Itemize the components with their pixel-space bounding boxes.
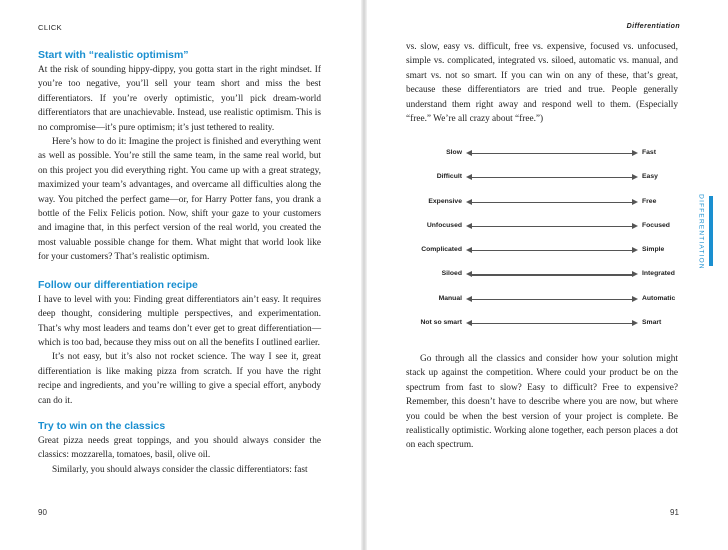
scale-row (406, 170, 686, 194)
left-text-column (38, 47, 321, 477)
scale-row (406, 146, 686, 170)
scale-left-label: Unfocused (426, 221, 462, 229)
scale-right-label: Fast (642, 149, 656, 156)
scale-row (406, 243, 686, 267)
paragraph: Similarly, you should always consider the classic differentiators: fast (52, 464, 308, 475)
double-arrow-icon (466, 299, 638, 301)
scale-left-label: Complicated (421, 246, 462, 254)
scale-row (406, 316, 686, 340)
running-head-right: Differentiation (626, 23, 680, 30)
scale-left-label: Difficult (436, 173, 462, 181)
running-head-left: CLICK (38, 23, 63, 32)
scale-row (406, 219, 686, 243)
heading-realistic-optimism: Start with “realistic optimism” (38, 49, 189, 61)
paragraph: Here’s how to do it: Imagine the project is finished and everything went as well as possible. You’re still the same team, in the same real world, but on this project you did everything right. You came up with a great strategy, maximized your team’s advantages, and overcame all difficulties along the way. You pitched the perfect game—or, for Harry Potter fans, you drank a bottle of the Felix Felicis potion. Now, shift your gaze to your customers and imagine that, in this perfect version of the real world, you created the most valuable possible change for them. What might that world look like for your customers? That’s realistic optimism. (38, 137, 321, 263)
scale-row (406, 292, 686, 316)
differentiator-scales (406, 146, 686, 340)
right-top-text (406, 40, 678, 126)
scale-left-label: Siloed (441, 270, 462, 278)
paragraph: It’s not easy, but it’s also not rocket science. The way I see it, great differentiation is like making pizza from scratch. If you have the right recipe and ingredients, and you’re willing to give a special effort, anybody can do it. (38, 352, 321, 406)
double-arrow-icon (466, 202, 638, 204)
scale-row (406, 267, 686, 291)
page-number-left: 90 (38, 508, 47, 517)
right-page (364, 0, 728, 550)
double-arrow-icon (466, 153, 638, 155)
scale-left-label: Not so smart (420, 319, 462, 327)
paragraph: Go through all the classics and consider how your solution might stack up against the competition. Where could your product be on the spectrum from fast to slow? Easy to difficult? Free to expensive? Remember, this doesn’t have to describe where you are now, but where you could be when the best version of your project is complete. Be realistically optimistic. Working alone together, each person places a dot on each spectrum. (406, 354, 678, 451)
scale-right-label: Easy (642, 173, 658, 181)
scale-right-label: Integrated (642, 270, 675, 278)
scale-row (406, 195, 686, 219)
scale-right-label: Automatic (642, 294, 676, 302)
paragraph: vs. slow, easy vs. difficult, free vs. expensive, focused vs. unfocused, simple vs. complicated, integrated vs. siloed, automatic vs. manual, and smart vs. not so smart. If you can win on any of these, that’s great, because these differentiators are tried and true. People generally understand them right away and respond well to them. (Especially “free.” We’re all crazy about “free.”) (406, 42, 678, 125)
double-arrow-icon (466, 323, 638, 325)
heading-win-on-classics: Try to win on the classics (38, 419, 166, 432)
scale-right-label: Simple (642, 246, 665, 254)
paragraph: At the risk of sounding hippy-dippy, you gotta start in the right mindset. If you’re too negative, you’ll sell your team short and miss the best differentiators. If you’re overly optimistic, you’ll pick dream-world differentiators that are unachievable. Instead, use realistic optimism. This is no compromise—it’s pure optimism; it’s just tethered to reality. (38, 65, 321, 133)
chapter-tab-marker (709, 196, 713, 266)
double-arrow-icon (466, 274, 638, 276)
scale-right-label: Smart (642, 319, 662, 327)
scale-left-label: Expensive (428, 197, 462, 205)
double-arrow-icon (466, 226, 638, 228)
paragraph: I have to level with you: Finding great differentiators ain’t easy. It requires deep thought, considering multiple perspectives, and experimentation. That’s why most leaders and teams don’t ever get to great differentiation—which is too bad, because they miss out on all the benefits I outlined earlier. (38, 294, 321, 348)
right-bottom-text (406, 352, 678, 453)
scale-left-label: Manual (438, 294, 462, 302)
page-number-right: 91 (670, 508, 679, 517)
scale-right-label: Free (642, 197, 657, 205)
double-arrow-icon (466, 250, 638, 252)
double-arrow-icon (466, 177, 638, 179)
scale-left-label: Slow (446, 149, 462, 156)
chapter-tab-text: DIFFERENTIATION (697, 194, 705, 270)
heading-differentiation-recipe: Follow our differentiation recipe (38, 278, 198, 291)
paragraph: Great pizza needs great toppings, and you should always consider the classics: mozzarella, tomatoes, basil, olive oil. (38, 435, 321, 461)
scale-right-label: Focused (642, 221, 670, 229)
